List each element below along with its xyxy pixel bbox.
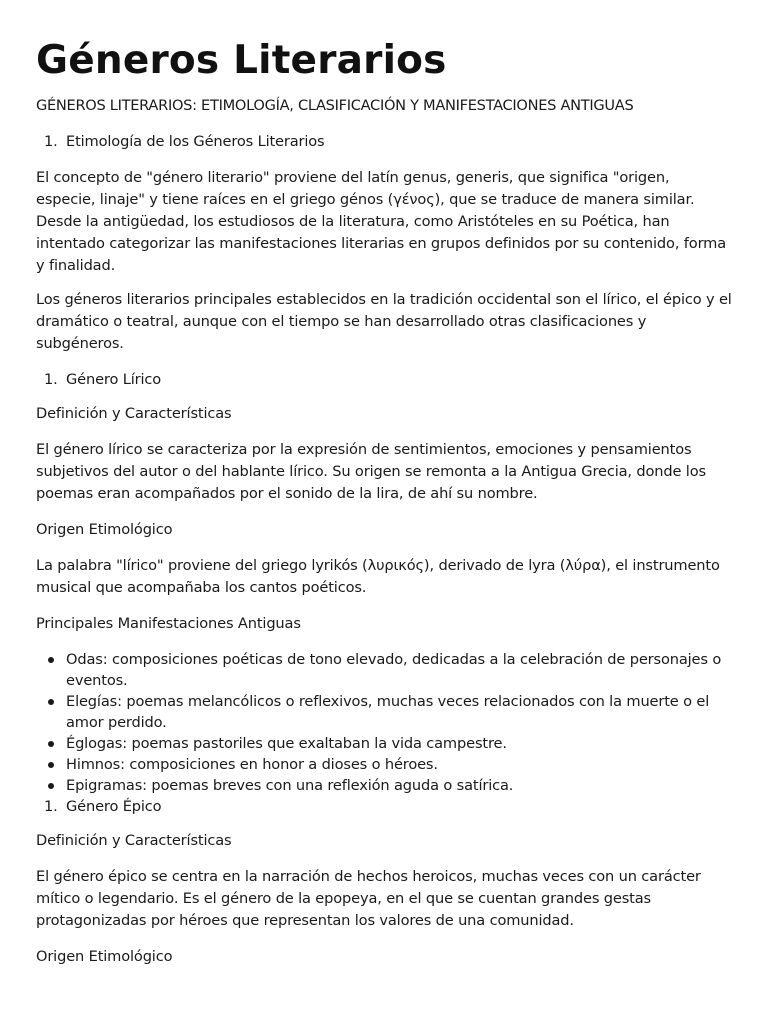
subheading: Definición y Características — [36, 405, 232, 422]
numbered-list — [36, 369, 732, 391]
subheading: Origen Etimológico — [36, 521, 173, 538]
paragraph: El género épico se centra en la narración de hechos heroicos, muchas veces con un carácter mítico o legendario. Es el género de la epopeya, en el que se cuentan grandes gestas protagonizadas por héroes que representan los valores de una comunidad. — [36, 868, 701, 929]
list-number: 1. — [44, 133, 58, 150]
bullet-icon — [48, 762, 54, 768]
document-title: Géneros Literarios — [36, 38, 447, 83]
subheading: Principales Manifestaciones Antiguas — [36, 615, 301, 632]
paragraph: El género lírico se caracteriza por la expresión de sentimientos, emociones y pensamientos subjetivos del autor o del hablante lírico. Su origen se remonta a la Antigua Grecia, donde los poemas eran acompañados por el sonido de la lira, de ahí su nombre. — [36, 441, 706, 502]
bullet-icon — [48, 783, 54, 789]
paragraph: El concepto de "género literario" proviene del latín genus, generis, que significa "origen, especie, linaje" y tiene raíces en el griego génos (γένος), que se traduce de manera similar. Desde la antigüedad, los estudiosos de la literatura, como Aristóteles en su Poética, han intentado categorizar las manifestaciones literarias en grupos definidos por su contenido, forma y finalidad. — [36, 169, 727, 274]
list-item — [36, 691, 732, 733]
list-item-text: Églogas: poemas pastoriles que exaltaban la vida campestre. — [66, 735, 507, 752]
subheading: Definición y Características — [36, 832, 232, 849]
list-item — [36, 775, 732, 796]
section-heading-text: Género Lírico — [66, 371, 162, 388]
list-item-text: Elegías: poemas melancólicos o reflexivos, muchas veces relacionados con la muerte o el amor perdido. — [66, 693, 710, 731]
numbered-list — [36, 796, 732, 818]
list-item — [36, 754, 732, 775]
bullet-icon — [48, 741, 54, 747]
list-number: 1. — [44, 798, 58, 815]
paragraph: Los géneros literarios principales establecidos en la tradición occidental son el lírico, el épico y el dramático o teatral, aunque con el tiempo se han desarrollado otras clasificaciones y subgéneros. — [36, 291, 732, 352]
section-heading-etimologia — [36, 131, 732, 153]
subheading: Origen Etimológico — [36, 948, 173, 965]
section-heading-text: Género Épico — [66, 798, 162, 815]
section-heading-text: Etimología de los Géneros Literarios — [66, 133, 325, 150]
section-heading-lirico — [36, 369, 732, 391]
list-item-text: Odas: composiciones poéticas de tono elevado, dedicadas a la celebración de personajes o eventos. — [66, 651, 722, 689]
list-item-text: Himnos: composiciones en honor a dioses o héroes. — [66, 756, 438, 773]
list-item — [36, 733, 732, 754]
list-item-text: Epigramas: poemas breves con una reflexión aguda o satírica. — [66, 777, 514, 794]
list-number: 1. — [44, 371, 58, 388]
numbered-list — [36, 131, 732, 153]
paragraph: La palabra "lírico" proviene del griego lyrikós (λυρικός), derivado de lyra (λύρα), el instrumento musical que acompañaba los cantos poéticos. — [36, 557, 720, 596]
bullet-icon — [48, 657, 54, 663]
document-subtitle: GÉNEROS LITERARIOS: ETIMOLOGÍA, CLASIFICACIÓN Y MANIFESTACIONES ANTIGUAS — [36, 97, 634, 114]
list-item — [36, 649, 732, 691]
bullet-icon — [48, 699, 54, 705]
bullet-list — [36, 649, 732, 796]
section-heading-epico — [36, 796, 732, 818]
